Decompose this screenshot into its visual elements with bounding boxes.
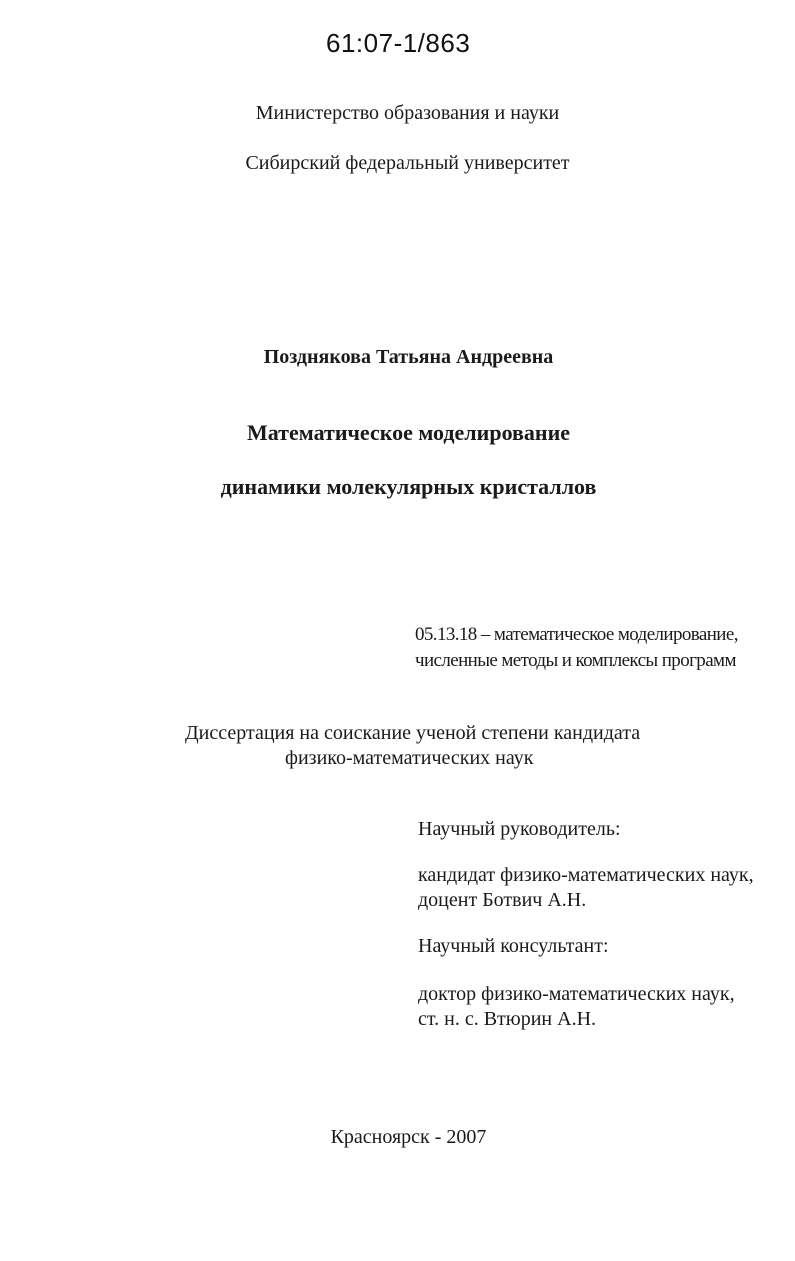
university-name: Сибирский федеральный университет — [245, 152, 570, 174]
degree-statement-line-2: физико-математических наук — [285, 747, 534, 769]
supervisor-name: доцент Ботвич А.Н. — [418, 889, 587, 911]
supervisor-degree: кандидат физико-математических наук, — [418, 864, 754, 886]
author-name: Позднякова Татьяна Андреевна — [263, 346, 554, 368]
consultant-name: ст. н. с. Втюрин А.Н. — [418, 1008, 597, 1030]
consultant-degree: доктор физико-математических наук, — [418, 983, 735, 1005]
ministry-name: Министерство образования и науки — [255, 102, 560, 124]
catalog-number: 61:07-1/863 — [326, 28, 471, 58]
supervisor-label: Научный руководитель: — [418, 818, 621, 840]
dissertation-title-line-2: динамики молекулярных кристаллов — [220, 474, 597, 499]
specialty-line-2: численные методы и комплексы программ — [415, 650, 736, 671]
degree-statement-line-1: Диссертация на соискание ученой степени кандидата — [185, 722, 641, 744]
city-year: Красноярск - 2007 — [330, 1126, 487, 1148]
consultant-label: Научный консультант: — [418, 935, 609, 957]
dissertation-title-line-1: Математическое моделирование — [246, 420, 571, 445]
specialty-line-1: 05.13.18 – математическое моделирование, — [415, 624, 738, 645]
